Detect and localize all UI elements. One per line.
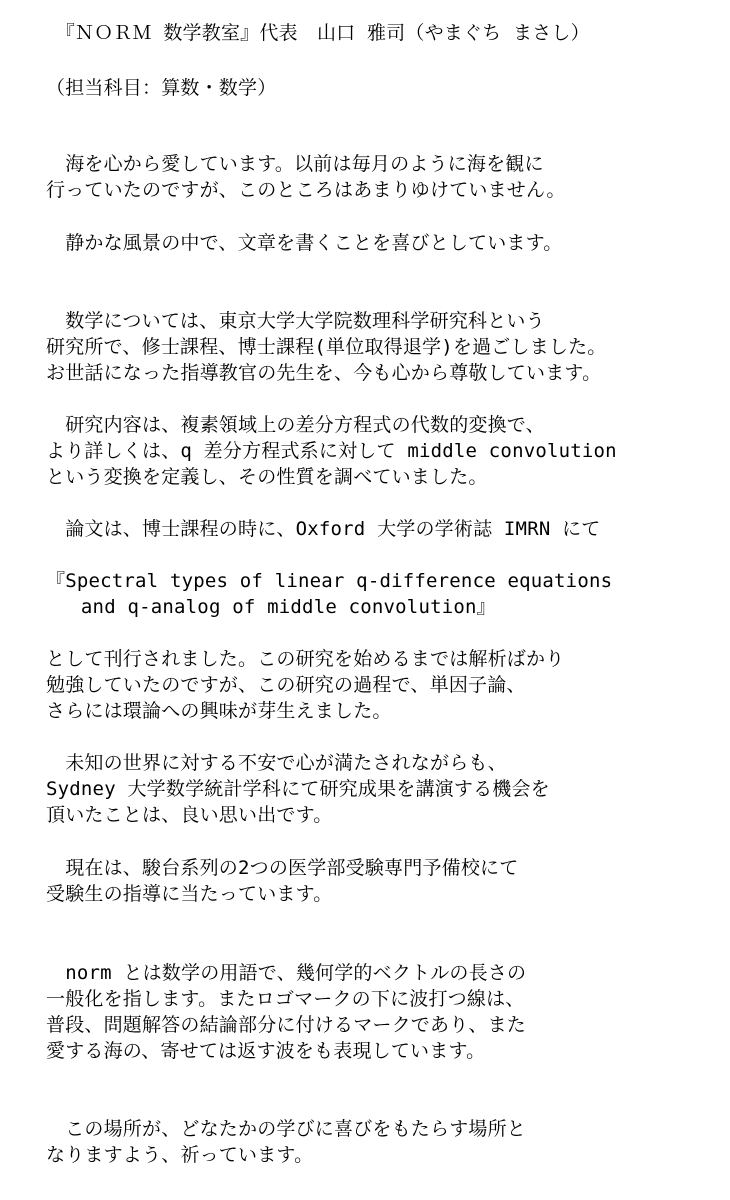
paragraph-published-line-2: 勉強していたのですが、この研究の過程で、単因子論、: [46, 674, 526, 696]
paragraph-research-line-2: より詳しくは、q 差分方程式系に対して middle convolution: [46, 440, 617, 462]
paper-title-line-2: and q-analog of middle convolution』: [46, 596, 496, 618]
paragraph-current-line-1: 現在は、駿台系列の2つの医学部受験専門予備校にて: [46, 857, 519, 879]
paragraph-current-line-2: 受験生の指導に当たっています。: [46, 883, 333, 905]
paragraph-education-line-3: お世話になった指導教官の先生を、今も心から尊敬しています。: [46, 362, 602, 384]
paragraph-published-line-1: として刊行されました。この研究を始めるまでは解析ばかり: [46, 648, 565, 670]
paragraph-research-line-1: 研究内容は、複素領域上の差分方程式の代数的変換で、: [46, 414, 545, 436]
paragraph-norm-line-2: 一般化を指します。またロゴマークの下に波打つ線は、: [46, 988, 525, 1010]
paragraph-sydney-line-1: 未知の世界に対する不安で心が満たされながらも、: [46, 752, 507, 774]
paragraph-norm-line-4: 愛する海の、寄せては返す波をも表現しています。: [46, 1040, 486, 1062]
paragraph-sea-line-2: 行っていたのですが、このところはあまりゆけていません。: [46, 179, 566, 201]
subject-line: （担当科目：算数・数学）: [46, 77, 277, 99]
paragraph-closing-line-2: なりますよう、祈っています。: [46, 1144, 314, 1166]
paragraph-sydney-line-3: 頂いたことは、良い思い出です。: [46, 804, 333, 826]
paragraph-paper-intro-line-1: 論文は、博士課程の時に、Oxford 大学の学術誌 IMRN にて: [46, 518, 601, 540]
paragraph-research-line-3: という変換を定義し、その性質を調べていました。: [46, 466, 488, 488]
paragraph-sydney-line-2: Sydney 大学数学統計学科にて研究成果を講演する機会を: [46, 778, 550, 800]
paragraph-education-line-1: 数学については、東京大学大学院数理科学研究科という: [46, 310, 545, 332]
paragraph-norm-line-3: 普段、問題解答の結論部分に付けるマークであり、また: [46, 1014, 527, 1036]
page-title: 『ＮＯＲＭ 数学教室』代表 山口 雅司（やまぐち まさし）: [46, 22, 590, 44]
paragraph-education-line-2: 研究所で、修士課程、博士課程(単位取得退学)を過ごしました。: [46, 336, 607, 358]
paragraph-norm-line-1: norm とは数学の用語で、幾何学的ベクトルの長さの: [46, 962, 527, 984]
paragraph-writing-line-1: 静かな風景の中で、文章を書くことを喜びとしています。: [46, 232, 563, 254]
paragraph-published-line-3: さらには環論への興味が芽生えました。: [46, 700, 392, 722]
paragraph-closing-line-1: この場所が、どなたかの学びに喜びをもたらす場所と: [46, 1118, 527, 1140]
paragraph-sea-line-1: 海を心から愛しています。以前は毎月のように海を観に: [46, 153, 544, 175]
paper-title-line-1: 『Spectral types of linear q-difference equations: [46, 570, 613, 592]
